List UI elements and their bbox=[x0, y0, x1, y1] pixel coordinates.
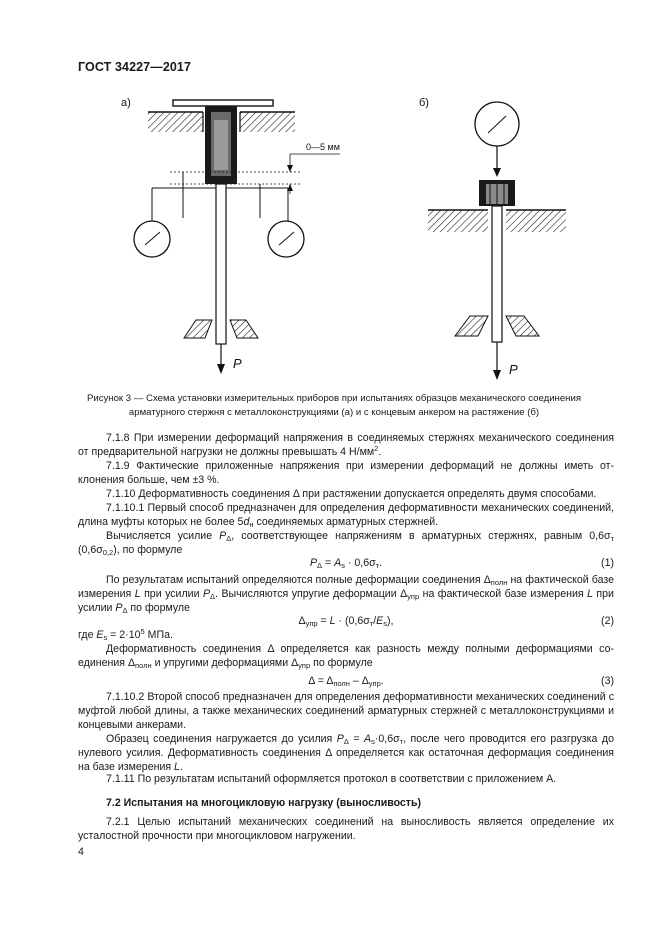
dial-gauge-top-icon bbox=[475, 102, 519, 146]
paragraph-deformativity: Деформативность соединения Δ определяется как разность между полными деформациями соединения $\Delta_{полн}$ и упругими деформациями $\Delta_{упр}$ по формуле bbox=[78, 643, 614, 670]
dial-gauge-left-icon bbox=[134, 221, 170, 257]
paragraph-sample: Образец соединения нагружается до усилия $P_\Delta = A_s\cdot 0,6\sigma_т$, после чего проводится его разгрузка до нулевого усилия. Деформативность соединения Δ определяется как остаточная деформация соединения на базе измерения L. bbox=[78, 733, 614, 773]
caption-line-2: арматурного стержня с металлоконструкциями (а) и с концевым анкером на растяжение (б) bbox=[128, 407, 540, 418]
force-arrow-b-icon bbox=[493, 370, 501, 380]
dial-gauge-right-icon bbox=[268, 221, 304, 257]
force-label-b: P bbox=[509, 362, 518, 377]
ground-left-b bbox=[428, 210, 488, 232]
grip-right-a bbox=[230, 320, 258, 338]
formula-3-number: (3) bbox=[601, 675, 614, 687]
grip-right-b bbox=[506, 316, 539, 336]
document-header: ГОСТ 34227—2017 bbox=[78, 60, 192, 74]
force-arrow-a-icon bbox=[217, 364, 225, 374]
grip-left-b bbox=[455, 316, 488, 336]
paragraph-7-1-10-1: 7.1.10.1 Первый способ предназначен для определения деформативности механических соединений, длина муфты которых не более $5d_н$ соединяемых арматурных стержней. bbox=[78, 502, 614, 529]
formula-1-number: (1) bbox=[601, 557, 614, 569]
formula-2-number: (2) bbox=[601, 615, 614, 627]
formula-2: $\Delta_{упр} = L \cdot (0,6\sigma_т/E_s)$, (2) bbox=[298, 615, 614, 628]
formula-1: $P_\Delta = A_s \cdot 0,6\sigma_т$. (1) bbox=[309, 557, 614, 570]
ground-right-a bbox=[240, 112, 295, 132]
paragraph-7-1-10: 7.1.10 Деформативность соединения Δ при растяжении допускается определять двумя способами. bbox=[106, 488, 597, 500]
rod-a bbox=[216, 184, 226, 344]
page-number: 4 bbox=[78, 846, 84, 858]
figure-3-diagram bbox=[0, 88, 661, 388]
top-plate-a bbox=[173, 100, 273, 106]
figure-caption bbox=[84, 392, 584, 420]
dim-label: 0—5 мм bbox=[306, 142, 340, 152]
ground-right-b bbox=[506, 210, 566, 232]
ground-left-a bbox=[148, 112, 203, 132]
label-a: а) bbox=[121, 97, 131, 109]
force-label-a: P bbox=[233, 356, 242, 371]
paragraph-7-2-1: 7.2.1 Целью испытаний механических соединений на выносливость является определение их усталостной прочности при многоцикловом нагружении. bbox=[78, 816, 614, 842]
formula-3: $\Delta = \Delta_{полн} - \Delta_{упр}$. (3) bbox=[308, 675, 614, 688]
section-heading-7-2: 7.2 Испытания на многоцикловую нагрузку (выносливость) bbox=[106, 797, 422, 809]
caption-line-1: Рисунок 3 — Схема установки измерительных приборов при испытаниях образцов механического соединения bbox=[86, 393, 582, 404]
paragraph-7-1-9: 7.1.9 Фактические приложенные напряжения при измерении деформаций не должны иметь отклонения больше, чем ±3 %. bbox=[78, 460, 614, 486]
label-b: б) bbox=[419, 97, 429, 109]
paragraph-force: Вычисляется усилие $P_\Delta$, соответствующее напряжениям в арматурных стержнях, равным $0,6\sigma_т$ $(0,6\sigma_{0,2})$, по формуле bbox=[78, 530, 614, 557]
paragraph-where: где $E_s = 2\cdot 10^5$ МПа. bbox=[78, 627, 173, 642]
grip-left-a bbox=[184, 320, 212, 338]
paragraph-results: По результатам испытаний определяются полные деформации соединения $\Delta_{полн}$ на фактической базе измерения L при усилии $P_\Delta$. Вычисляются упругие деформации $\Delta_{упр}$ на фактической базе измерения L при усилии $P_\Delta$ по формуле bbox=[78, 574, 615, 615]
paragraph-7-1-10-2: 7.1.10.2 Второй способ предназначен для определения деформативности механических соединений с муфтой любой длины, а также механических соединений арматурных стержней с металлоконструкциями и концевыми анкерами. bbox=[78, 691, 614, 731]
paragraph-7-1-11: 7.1.11 По результатам испытаний оформляется протокол в соответствии с приложением А. bbox=[106, 773, 557, 785]
paragraph-7-1-8: 7.1.8 При измерении деформаций напряжения в соединяемых стержнях механического соединения от предварительной нагрузки не должны превышать 4 $Н/мм^2$. bbox=[78, 432, 614, 458]
rod-b bbox=[492, 206, 502, 342]
